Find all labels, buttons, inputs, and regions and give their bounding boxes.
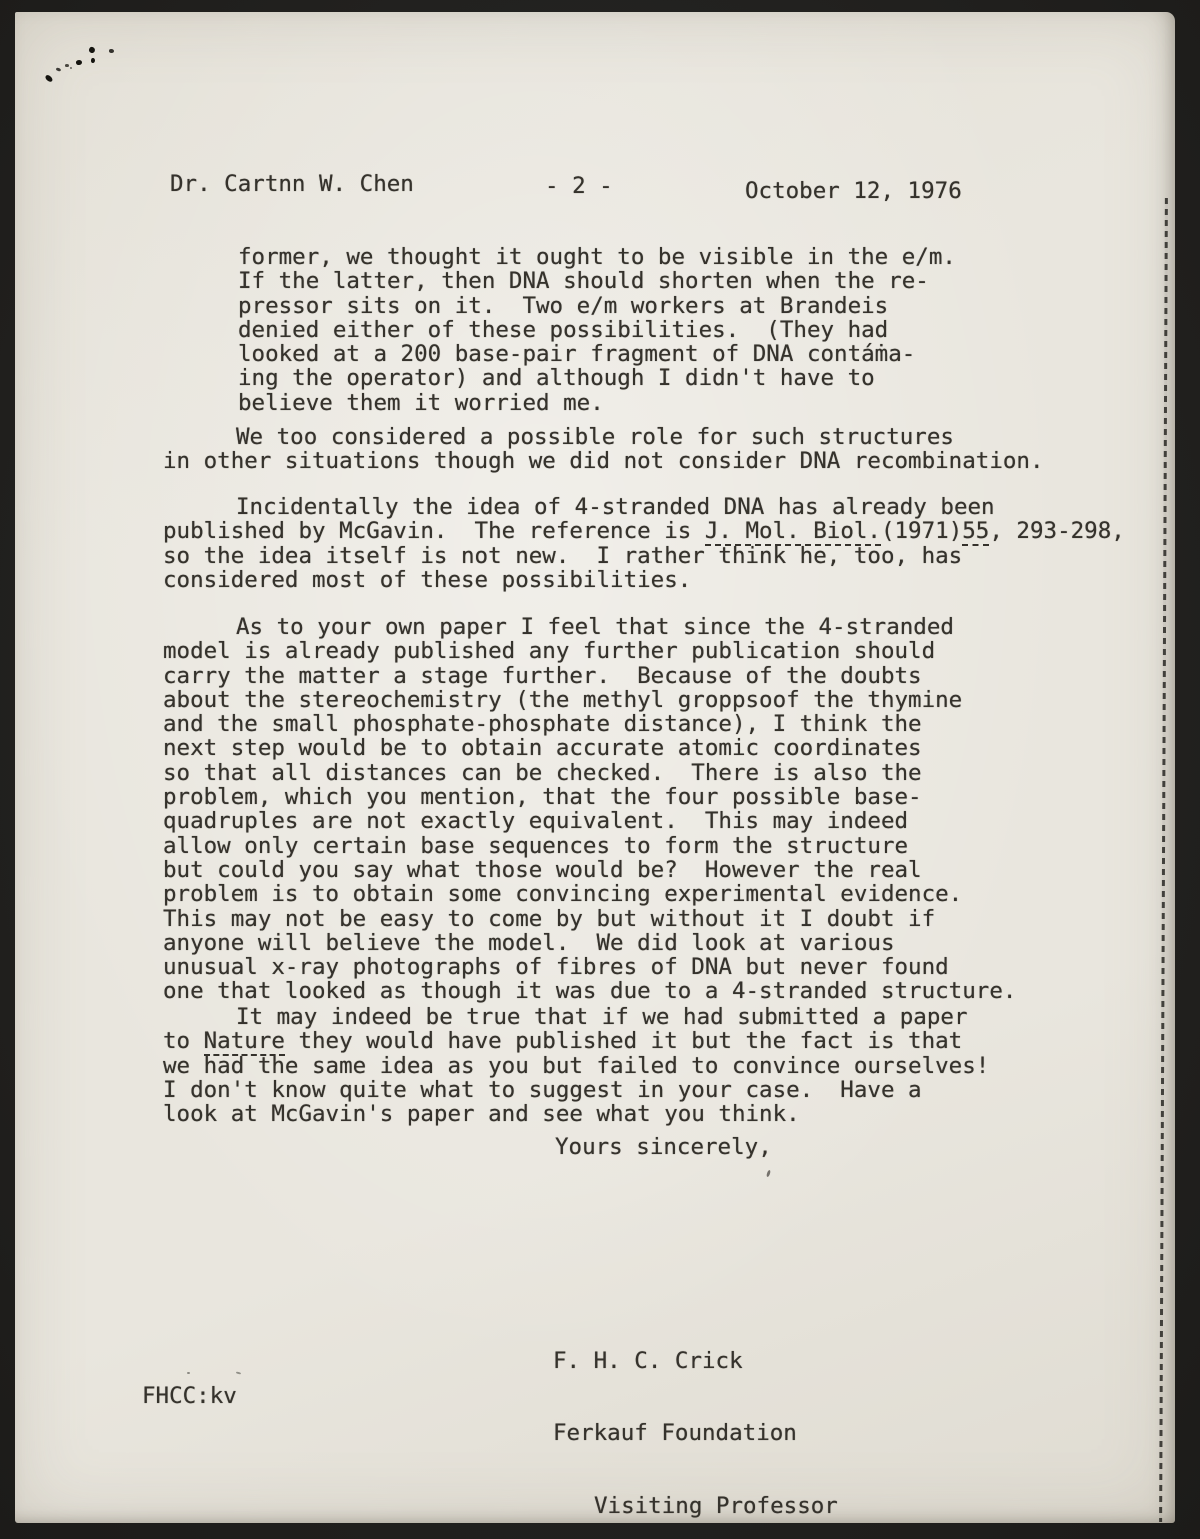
letter-line: [163, 1029, 989, 1053]
signature-name: F. H. C. Crick: [553, 1347, 743, 1374]
letter-line: we had the same idea as you but failed to convince ourselves!: [163, 1052, 990, 1079]
letter-line: Incidentally the idea of 4-stranded DNA has already been: [236, 494, 995, 520]
letter-date: October 12, 1976: [745, 178, 962, 204]
signature-title: Visiting Professor: [594, 1493, 838, 1520]
letter-text-segment: to: [163, 1028, 204, 1055]
letter-line: This may not be easy to come by but without it I doubt if: [163, 905, 936, 932]
letter-line: [163, 519, 1125, 543]
letter-paragraph: [163, 495, 1125, 592]
letter-line: problem, which you mention, that the four possible base-: [163, 784, 922, 811]
letter-line: As to your own paper I feel that since the 4-stranded: [236, 614, 954, 640]
letter-line: quadruples are not exactly equivalent. This may indeed: [163, 808, 909, 835]
reference-initials: FHCC:kv: [142, 1383, 237, 1409]
letter-text-segment: , 293-298,: [989, 518, 1125, 545]
letter-paragraph: [163, 425, 1044, 474]
valediction: Yours sincerely,: [555, 1134, 772, 1160]
letter-line: looked at a 200 base-pair fragment of DNA contáṁa-: [238, 341, 916, 368]
signature-block: [553, 1300, 838, 1539]
letter-line: former, we thought it ought to be visible in the e/m.: [238, 244, 956, 270]
letter-line: It may indeed be true that if we had submitted a paper: [236, 1004, 968, 1030]
letter-line: We too considered a possible role for such structures: [236, 424, 954, 450]
letter-line: unusual x-ray photographs of fibres of DNA but never found: [163, 954, 949, 981]
letter-line: allow only certain base sequences to form the structure: [163, 832, 909, 859]
ink-speck: [65, 64, 69, 67]
signature-organization: Ferkauf Foundation: [553, 1420, 797, 1447]
letter-line: next step would be to obtain accurate atomic coordinates: [163, 735, 922, 762]
ink-speck: [109, 49, 114, 53]
letter-paragraph-continuation: [238, 245, 956, 415]
letter-line: believe them it worried me.: [238, 389, 604, 416]
letter-line: anyone will believe the model. We did look at various: [163, 929, 895, 956]
letter-line: carry the matter a stage further. Because of the doubts: [163, 662, 922, 689]
underlined-text-segment: 55: [962, 518, 990, 545]
letter-line: and the small phosphate-phosphate distance), I think the: [163, 711, 922, 738]
underlined-text-segment: Nature: [203, 1028, 285, 1055]
letter-line: problem is to obtain some convincing experimental evidence.: [163, 881, 963, 908]
letter-text-segment: published by McGavin. The reference is: [163, 518, 705, 545]
letter-line: pressor sits on it. Two e/m workers at Brandeis: [238, 292, 889, 319]
letter-line: about the stereochemistry (the methyl groppsoof the thymine: [163, 686, 963, 713]
page-number: - 2 -: [545, 173, 613, 199]
letter-line: model is already published any further publication should: [163, 638, 936, 665]
letter-line: If the latter, then DNA should shorten when the re-: [238, 268, 929, 295]
ink-speck: [70, 67, 72, 69]
letter-line: denied either of these possibilities. (They had: [238, 316, 889, 343]
letter-line: so that all distances can be checked. There is also the: [163, 759, 922, 786]
letter-line: I don't know quite what to suggest in your case. Have a: [163, 1076, 922, 1103]
letter-paragraph: [163, 1005, 989, 1126]
letter-line: so the idea itself is not new. I rather think he, too, has: [163, 542, 963, 569]
letter-text-segment: they would have published it but the fact is that: [284, 1028, 963, 1055]
underlined-text-segment: J. Mol. Biol.: [704, 518, 881, 545]
recipient-name: Dr. Cartnn W. Chen: [170, 171, 414, 197]
letter-paragraph: [163, 615, 1016, 1004]
letter-text-segment: (1971): [880, 518, 963, 545]
letter-line: in other situations though we did not consider DNA recombination.: [163, 448, 1044, 475]
ink-speck: [187, 1372, 190, 1374]
letter-line: one that looked as though it was due to a 4-stranded structure.: [163, 978, 1017, 1005]
letter-line: but could you say what those would be? However the real: [163, 856, 922, 883]
letter-line: considered most of these possibilities.: [163, 566, 692, 593]
letter-line: ing the operator) and although I didn't have to: [238, 365, 875, 392]
letter-line: look at McGavin's paper and see what you think.: [163, 1101, 800, 1128]
